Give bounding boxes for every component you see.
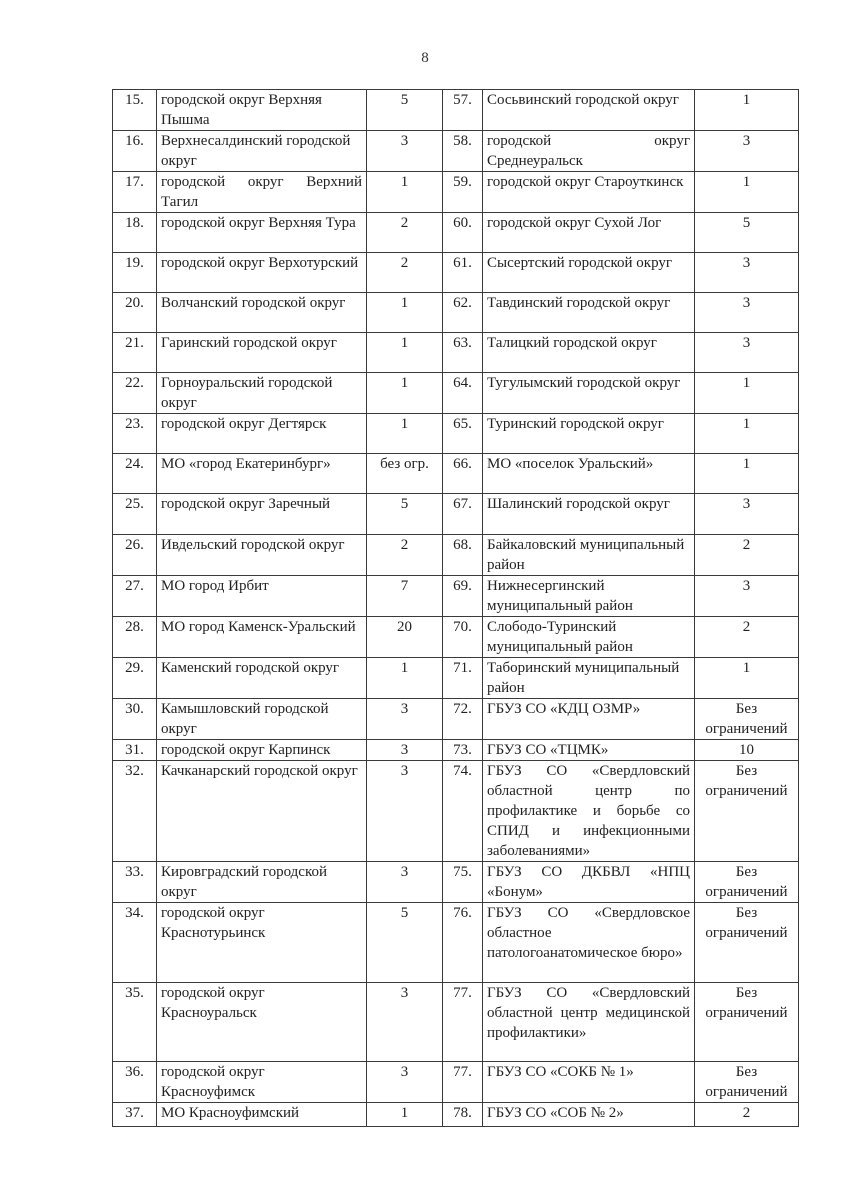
municipality-name-right: Таборинский муниципальный район <box>483 658 695 699</box>
row-number-left: 20. <box>113 293 157 333</box>
row-number-right: 67. <box>443 494 483 535</box>
row-number-left: 26. <box>113 535 157 576</box>
page-number: 8 <box>421 50 429 66</box>
quantity-right: 1 <box>695 172 799 213</box>
municipality-name-left: Горноуральский городской округ <box>157 373 367 414</box>
row-number-right: 60. <box>443 213 483 253</box>
municipality-name-left: городской округ Верхняя Тура <box>157 213 367 253</box>
municipality-name-right: Шалинский городской округ <box>483 494 695 535</box>
table-row <box>113 172 799 213</box>
row-number-right: 61. <box>443 253 483 293</box>
row-number-left: 36. <box>113 1062 157 1103</box>
row-number-right: 68. <box>443 535 483 576</box>
row-number-left: 21. <box>113 333 157 373</box>
municipality-name-left: городской округ Дегтярск <box>157 414 367 454</box>
quantity-left: 7 <box>367 576 443 617</box>
municipality-name-left: городской округ Красноуральск <box>157 983 367 1062</box>
quantity-left: 3 <box>367 699 443 740</box>
table-row <box>113 131 799 172</box>
municipality-name-right: Нижнесергинский муниципальный район <box>483 576 695 617</box>
table-row <box>113 903 799 983</box>
quantity-left: 3 <box>367 740 443 761</box>
row-number-left: 22. <box>113 373 157 414</box>
row-number-left: 28. <box>113 617 157 658</box>
municipality-name-right: ГБУЗ СО «Свердловский областной центр по профилактике и борьбе со СПИД и инфекционными заболеваниями» <box>483 761 695 862</box>
municipality-name-right: Тугулымский городской округ <box>483 373 695 414</box>
municipality-name-left: Ивдельский городской округ <box>157 535 367 576</box>
quantity-left: 1 <box>367 1103 443 1127</box>
quantity-left: 1 <box>367 293 443 333</box>
row-number-left: 15. <box>113 90 157 131</box>
municipality-name-left: МО «город Екатеринбург» <box>157 454 367 494</box>
municipality-name-left: Верхнесалдинский городской округ <box>157 131 367 172</box>
quantity-right: 1 <box>695 414 799 454</box>
table-row <box>113 658 799 699</box>
quantity-right: 10 <box>695 740 799 761</box>
table-row <box>113 1103 799 1127</box>
row-number-left: 17. <box>113 172 157 213</box>
municipality-name-right: ГБУЗ СО «Свердловский областной центр медицинской профилактики» <box>483 983 695 1062</box>
municipality-name-left: Каменский городской округ <box>157 658 367 699</box>
row-number-right: 63. <box>443 333 483 373</box>
row-number-right: 70. <box>443 617 483 658</box>
municipality-name-right: ГБУЗ СО «КДЦ ОЗМР» <box>483 699 695 740</box>
row-number-right: 73. <box>443 740 483 761</box>
municipality-name-right: Байкаловский муниципальный район <box>483 535 695 576</box>
quantity-left: 2 <box>367 535 443 576</box>
row-number-right: 77. <box>443 983 483 1062</box>
table-row <box>113 535 799 576</box>
municipality-name-right: городской округ Сухой Лог <box>483 213 695 253</box>
municipality-name-left: городской округ Карпинск <box>157 740 367 761</box>
quantity-left: 1 <box>367 333 443 373</box>
quantity-right: 3 <box>695 333 799 373</box>
table-row <box>113 740 799 761</box>
row-number-left: 31. <box>113 740 157 761</box>
row-number-left: 32. <box>113 761 157 862</box>
row-number-right: 69. <box>443 576 483 617</box>
row-number-right: 72. <box>443 699 483 740</box>
quantity-left: 3 <box>367 761 443 862</box>
quantity-left: 1 <box>367 658 443 699</box>
municipality-name-right: ГБУЗ СО «СОБ № 2» <box>483 1103 695 1127</box>
municipality-name-left: городской округ Заречный <box>157 494 367 535</box>
quantity-right: Без ограничений <box>695 862 799 903</box>
row-number-left: 37. <box>113 1103 157 1127</box>
quantity-left: 2 <box>367 213 443 253</box>
row-number-left: 19. <box>113 253 157 293</box>
table-row <box>113 213 799 253</box>
row-number-left: 29. <box>113 658 157 699</box>
quantity-right: 1 <box>695 454 799 494</box>
row-number-right: 66. <box>443 454 483 494</box>
quantity-left: 3 <box>367 1062 443 1103</box>
quantity-left: 3 <box>367 862 443 903</box>
quantity-right: 3 <box>695 131 799 172</box>
quantity-right: Без ограничений <box>695 761 799 862</box>
municipality-name-right: Тавдинский городской округ <box>483 293 695 333</box>
municipality-name-right: Талицкий городской округ <box>483 333 695 373</box>
row-number-right: 65. <box>443 414 483 454</box>
row-number-right: 59. <box>443 172 483 213</box>
municipality-name-left: МО Красноуфимский <box>157 1103 367 1127</box>
quantity-right: 1 <box>695 658 799 699</box>
quantity-right: 3 <box>695 494 799 535</box>
row-number-right: 71. <box>443 658 483 699</box>
quantity-left: 5 <box>367 494 443 535</box>
quantity-left: 5 <box>367 90 443 131</box>
row-number-right: 76. <box>443 903 483 983</box>
municipality-name-right: Слободо-Туринский муниципальный район <box>483 617 695 658</box>
quantity-right: Без ограничений <box>695 699 799 740</box>
municipality-name-left: Камышловский городской округ <box>157 699 367 740</box>
row-number-right: 64. <box>443 373 483 414</box>
row-number-left: 27. <box>113 576 157 617</box>
municipality-name-left: МО город Каменск-Уральский <box>157 617 367 658</box>
municipality-name-right: ГБУЗ СО ДКБВЛ «НПЦ «Бонум» <box>483 862 695 903</box>
row-number-right: 75. <box>443 862 483 903</box>
row-number-left: 23. <box>113 414 157 454</box>
quantity-left: без огр. <box>367 454 443 494</box>
row-number-left: 30. <box>113 699 157 740</box>
row-number-left: 18. <box>113 213 157 253</box>
municipality-name-left: городской округ Верхотурский <box>157 253 367 293</box>
municipality-name-left: Кировградский городской округ <box>157 862 367 903</box>
municipality-name-right: Сысертский городской округ <box>483 253 695 293</box>
municipality-name-left: городской округ Верхний Тагил <box>157 172 367 213</box>
quantity-left: 1 <box>367 172 443 213</box>
municipality-name-right: Сосьвинский городской округ <box>483 90 695 131</box>
row-number-left: 25. <box>113 494 157 535</box>
municipality-name-right: ГБУЗ СО «СОКБ № 1» <box>483 1062 695 1103</box>
quantity-right: Без ограничений <box>695 903 799 983</box>
table-row <box>113 576 799 617</box>
row-number-left: 24. <box>113 454 157 494</box>
quantity-right: 2 <box>695 617 799 658</box>
table-row <box>113 1062 799 1103</box>
table-row <box>113 253 799 293</box>
municipality-name-left: Качканарский городской округ <box>157 761 367 862</box>
row-number-left: 35. <box>113 983 157 1062</box>
table-row <box>113 454 799 494</box>
quantity-right: 3 <box>695 576 799 617</box>
municipality-name-left: городской округ Краснотурьинск <box>157 903 367 983</box>
row-number-right: 74. <box>443 761 483 862</box>
municipality-name-right: городской округ Староуткинск <box>483 172 695 213</box>
table-row <box>113 90 799 131</box>
row-number-left: 34. <box>113 903 157 983</box>
quantity-right: 2 <box>695 1103 799 1127</box>
table-row <box>113 333 799 373</box>
table-row <box>113 293 799 333</box>
quantity-left: 20 <box>367 617 443 658</box>
row-number-right: 78. <box>443 1103 483 1127</box>
table-row <box>113 862 799 903</box>
row-number-right: 57. <box>443 90 483 131</box>
table-row <box>113 983 799 1062</box>
municipality-name-right: городской округ Среднеуральск <box>483 131 695 172</box>
quantity-left: 2 <box>367 253 443 293</box>
quantity-right: 1 <box>695 373 799 414</box>
table-row <box>113 761 799 862</box>
municipality-name-left: городской округ Красноуфимск <box>157 1062 367 1103</box>
table-row <box>113 617 799 658</box>
quantity-right: 1 <box>695 90 799 131</box>
municipality-name-left: Гаринский городской округ <box>157 333 367 373</box>
quantity-right: 5 <box>695 213 799 253</box>
table-body <box>113 90 799 1127</box>
table-row <box>113 494 799 535</box>
municipalities-table <box>112 89 799 1127</box>
municipality-name-left: Волчанский городской округ <box>157 293 367 333</box>
quantity-right: 3 <box>695 253 799 293</box>
row-number-right: 58. <box>443 131 483 172</box>
municipality-name-left: городской округ Верхняя Пышма <box>157 90 367 131</box>
quantity-right: Без ограничений <box>695 1062 799 1103</box>
quantity-right: Без ограничений <box>695 983 799 1062</box>
row-number-right: 62. <box>443 293 483 333</box>
row-number-left: 16. <box>113 131 157 172</box>
quantity-left: 3 <box>367 983 443 1062</box>
quantity-left: 5 <box>367 903 443 983</box>
table-row <box>113 414 799 454</box>
municipality-name-right: ГБУЗ СО «Свердловское областное патологоанатомическое бюро» <box>483 903 695 983</box>
municipality-name-right: Туринский городской округ <box>483 414 695 454</box>
quantity-left: 3 <box>367 131 443 172</box>
municipality-name-right: МО «поселок Уральский» <box>483 454 695 494</box>
quantity-right: 3 <box>695 293 799 333</box>
municipality-name-left: МО город Ирбит <box>157 576 367 617</box>
table-row <box>113 373 799 414</box>
municipality-name-right: ГБУЗ СО «ТЦМК» <box>483 740 695 761</box>
quantity-left: 1 <box>367 373 443 414</box>
row-number-right: 77. <box>443 1062 483 1103</box>
row-number-left: 33. <box>113 862 157 903</box>
quantity-right: 2 <box>695 535 799 576</box>
table-row <box>113 699 799 740</box>
quantity-left: 1 <box>367 414 443 454</box>
